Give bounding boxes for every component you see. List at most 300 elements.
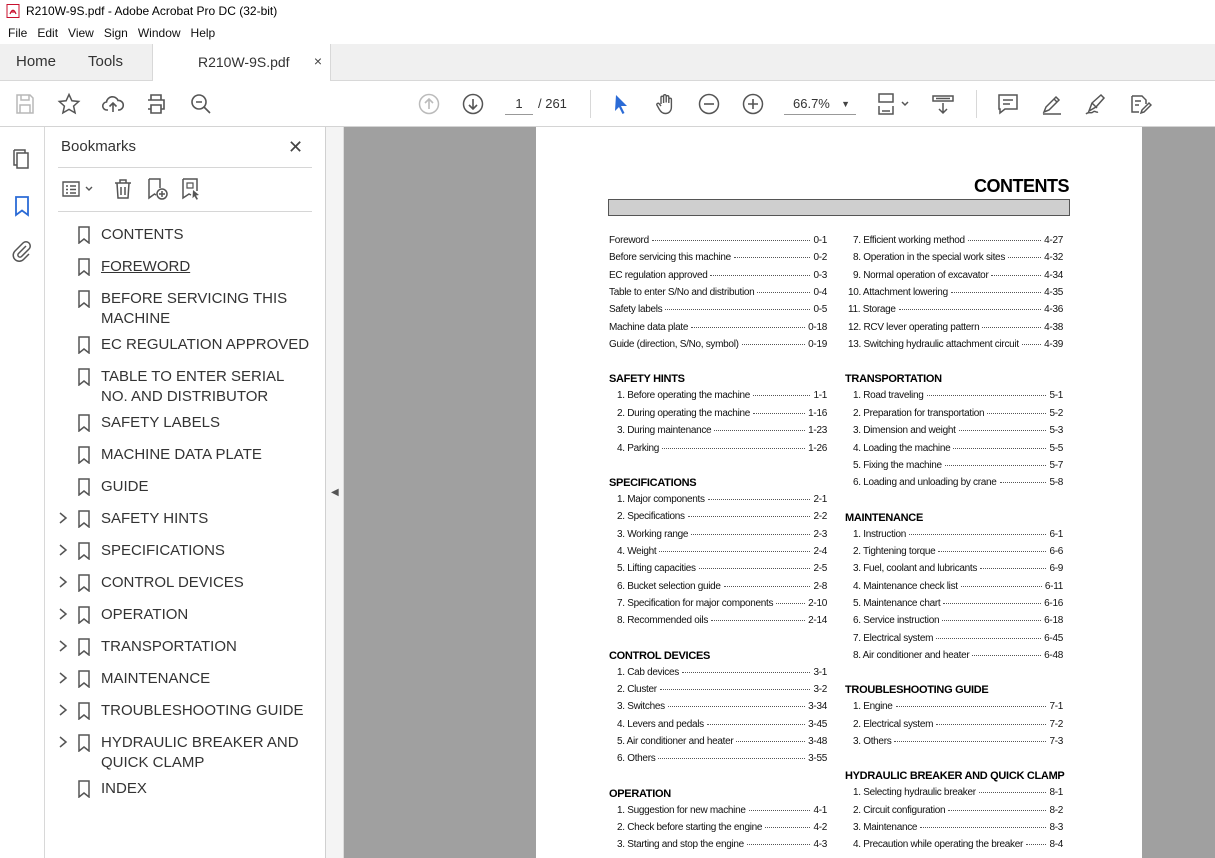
dot-leader — [753, 413, 805, 414]
toc-entry-title: Guide (direction, S/No, symbol) — [609, 339, 739, 351]
title-bar — [0, 0, 1215, 22]
toc-entry-page: 0-3 — [813, 269, 827, 281]
bookmark-icon — [77, 478, 91, 496]
toc-entry-title: 3. Maintenance — [853, 822, 918, 834]
bookmark-label: OPERATION — [101, 606, 189, 623]
expand-chevron-icon[interactable] — [57, 511, 69, 525]
toc-entry-page: 3-1 — [813, 666, 827, 678]
dot-leader — [734, 257, 811, 258]
bookmark-from-selection-icon[interactable] — [179, 177, 203, 201]
bookmark-icon — [77, 780, 91, 798]
expand-chevron-icon[interactable] — [57, 703, 69, 717]
expand-chevron-icon[interactable] — [57, 639, 69, 653]
toc-entry-title: 5. Fixing the machine — [853, 459, 942, 471]
toc-entry-page: 0-19 — [808, 339, 827, 351]
document-tab-label: R210W-9S.pdf — [198, 54, 290, 70]
dot-leader — [776, 603, 805, 604]
toc-entry[interactable] — [609, 287, 827, 301]
toc-entry-title: 8. Air conditioner and heater — [853, 650, 970, 661]
dot-leader — [691, 327, 805, 328]
dot-leader — [953, 448, 1046, 449]
dot-leader — [662, 448, 805, 449]
toc-entry[interactable] — [617, 615, 827, 629]
new-bookmark-icon[interactable] — [145, 177, 169, 201]
sign-icon[interactable] — [1084, 92, 1108, 116]
expand-chevron-icon[interactable] — [57, 671, 69, 685]
dot-leader — [710, 275, 810, 276]
zoom-in-icon[interactable] — [741, 92, 765, 116]
dot-leader — [968, 240, 1041, 241]
toc-section-heading: MAINTENANCE — [845, 511, 923, 524]
edit-pdf-icon[interactable] — [1128, 92, 1152, 116]
toc-entry-page: 4-32 — [1044, 252, 1063, 264]
options-menu-icon[interactable] — [61, 177, 95, 201]
bookmark-icon — [77, 336, 91, 354]
dot-leader — [668, 706, 805, 707]
toc-entry-page: 5-7 — [1049, 459, 1063, 471]
toc-entry-page: 0-18 — [808, 321, 827, 333]
close-tab-icon[interactable]: × — [313, 53, 322, 69]
toc-entry[interactable] — [853, 563, 1063, 577]
toc-entry[interactable] — [853, 425, 1063, 439]
toc-entry[interactable] — [617, 667, 827, 681]
toc-entry-page: 4-2 — [813, 822, 827, 834]
dot-leader — [936, 638, 1041, 639]
select-arrow-icon[interactable] — [609, 92, 633, 116]
bookmark-icon — [77, 670, 91, 688]
toc-entry[interactable] — [853, 719, 1063, 733]
dot-leader — [691, 534, 810, 535]
toc-entry-title: 7. Electrical system — [853, 632, 934, 644]
toc-entry-title: 2. Preparation for transportation — [853, 407, 985, 419]
toc-section-heading: TRANSPORTATION — [845, 373, 942, 386]
dot-leader — [961, 586, 1042, 587]
toc-entry[interactable] — [848, 339, 1063, 353]
toc-entry[interactable] — [853, 615, 1063, 629]
toc-entry-title: Safety labels — [609, 304, 663, 316]
toc-entry-page: 8-1 — [1049, 787, 1063, 799]
toc-entry[interactable] — [853, 650, 1063, 664]
toc-entry-page: 3-45 — [808, 718, 827, 730]
toc-entry[interactable] — [853, 443, 1063, 457]
page-thumbnails-icon[interactable] — [10, 147, 34, 171]
toc-entry-title: 4. Levers and pedals — [617, 718, 704, 730]
hand-icon[interactable] — [653, 92, 677, 116]
menu-bar — [0, 22, 1215, 44]
dot-leader — [959, 430, 1047, 431]
toc-entry[interactable] — [609, 235, 827, 249]
bookmark-label: SPECIFICATIONS — [101, 542, 225, 559]
dot-leader — [1022, 344, 1041, 345]
toc-entry-title: 6. Others — [617, 753, 656, 765]
bookmark-label: EC REGULATION APPROVED — [101, 336, 310, 353]
toc-entry[interactable] — [609, 339, 827, 353]
toc-entry-page: 1-23 — [808, 425, 827, 437]
close-icon[interactable]: ✕ — [288, 137, 304, 157]
dot-leader — [991, 275, 1041, 276]
toc-entry[interactable] — [853, 633, 1063, 647]
toc-entry-page: 2-1 — [813, 493, 827, 505]
toc-entry-page: 4-3 — [813, 839, 827, 851]
toc-entry-title: 2. Electrical system — [853, 718, 934, 730]
toc-entry-page: 7-1 — [1049, 701, 1063, 713]
toc-entry[interactable] — [853, 546, 1063, 560]
zoom-search-icon[interactable] — [189, 92, 213, 116]
toc-entry-page: 2-10 — [808, 597, 827, 609]
dot-leader — [658, 758, 805, 759]
dot-leader — [951, 292, 1041, 293]
toc-entry-page: 2-3 — [813, 528, 827, 540]
menu-file[interactable]: File — [8, 26, 28, 40]
toc-section-heading: TROUBLESHOOTING GUIDE — [845, 684, 989, 697]
toc-entry[interactable] — [617, 753, 827, 767]
dot-leader — [736, 741, 805, 742]
menu-window[interactable]: Window — [137, 26, 181, 40]
toc-entry-page: 5-2 — [1049, 407, 1063, 419]
dot-leader — [742, 344, 806, 345]
toc-entry[interactable] — [617, 511, 827, 525]
toc-entry-page: 6-6 — [1049, 545, 1063, 557]
toc-entry-title: 11. Storage — [848, 304, 896, 316]
toc-entry-page: 5-3 — [1049, 425, 1063, 437]
toc-entry-title: 3. Dimension and weight — [853, 425, 956, 437]
toc-entry-title: 4. Loading the machine — [853, 442, 951, 454]
toc-entry-page: 8-4 — [1049, 839, 1063, 851]
toc-entry-title: 12. RCV lever operating pattern — [848, 321, 980, 333]
toc-entry[interactable] — [617, 425, 827, 439]
toc-entry-title: EC regulation approved — [609, 269, 708, 281]
bookmark-icon — [77, 510, 91, 528]
toc-entry[interactable] — [617, 581, 827, 595]
dot-leader — [948, 810, 1046, 811]
toc-entry[interactable] — [617, 408, 827, 422]
toc-entry-title: Table to enter S/No and distribution — [609, 287, 755, 299]
dot-leader — [665, 309, 810, 310]
toc-entry-page: 1-16 — [808, 407, 827, 419]
toc-entry-page: 6-18 — [1044, 615, 1063, 627]
toc-entry[interactable] — [853, 701, 1063, 715]
zoom-level-select[interactable] — [784, 93, 856, 115]
toc-entry-title: 2. Check before starting the engine — [617, 822, 763, 834]
bookmark-label: MACHINE DATA PLATE — [101, 446, 262, 463]
toc-entry[interactable] — [853, 529, 1063, 543]
dot-leader — [980, 568, 1046, 569]
toc-entry[interactable] — [853, 408, 1063, 422]
toc-entry-page: 0-1 — [813, 235, 827, 246]
dot-leader — [714, 430, 805, 431]
bookmark-label: TABLE TO ENTER SERIAL NO. AND DISTRIBUTOR — [101, 368, 284, 405]
toc-entry[interactable] — [853, 270, 1063, 284]
toc-entry-title: 6. Loading and unloading by crane — [853, 477, 997, 489]
dot-leader — [707, 724, 805, 725]
document-viewport[interactable] — [344, 127, 1215, 858]
toc-entry-page: 5-5 — [1049, 442, 1063, 454]
heading-band — [608, 199, 1070, 216]
toc-entry-page: 4-35 — [1044, 287, 1063, 299]
toc-entry-title: 3. During maintenance — [617, 425, 712, 437]
toc-entry[interactable] — [617, 390, 827, 404]
toc-entry-title: 13. Switching hydraulic attachment circuit — [848, 339, 1019, 351]
bookmarks-toolbar — [59, 175, 319, 205]
toc-entry[interactable] — [617, 736, 827, 750]
toc-entry[interactable] — [609, 304, 827, 318]
dot-leader — [688, 516, 811, 517]
toc-entry[interactable] — [617, 563, 827, 577]
dot-leader — [749, 810, 811, 811]
dot-leader — [765, 827, 810, 828]
toc-entry[interactable] — [617, 822, 827, 836]
toc-entry-title: 1. Road traveling — [853, 390, 924, 402]
toc-entry[interactable] — [853, 235, 1063, 249]
toc-entry[interactable] — [853, 390, 1063, 404]
toc-entry-page: 6-9 — [1049, 563, 1063, 575]
toc-entry[interactable] — [853, 822, 1063, 836]
upload-icon[interactable] — [101, 92, 125, 116]
dot-leader — [711, 620, 805, 621]
toc-entry-title: 4. Maintenance check list — [853, 580, 958, 592]
dot-leader — [936, 724, 1046, 725]
toc-entry[interactable] — [853, 252, 1063, 266]
toc-entry[interactable] — [617, 443, 827, 457]
menu-view[interactable]: View — [68, 26, 94, 40]
collapse-panel-icon[interactable]: ◀ — [331, 487, 339, 498]
delete-icon[interactable] — [111, 177, 135, 201]
bookmarks-title: Bookmarks — [61, 138, 137, 155]
toc-entry-page: 2-2 — [813, 511, 827, 523]
toc-entry-page: 2-14 — [808, 615, 827, 627]
dot-leader — [753, 395, 810, 396]
toc-entry-title: 2. Cluster — [617, 684, 657, 695]
toc-entry[interactable] — [617, 839, 827, 853]
acrobat-logo-icon — [6, 4, 20, 18]
toc-entry[interactable] — [853, 805, 1063, 819]
chevron-down-icon: ▼ — [841, 99, 850, 109]
toc-entry-title: 1. Before operating the machine — [617, 390, 751, 402]
toc-entry-page: 5-1 — [1049, 390, 1063, 402]
toc-entry-page: 5-8 — [1049, 477, 1063, 489]
scroll-mode-icon[interactable] — [931, 92, 955, 116]
toc-entry[interactable] — [617, 701, 827, 715]
dot-leader — [938, 551, 1046, 552]
toc-entry[interactable] — [853, 839, 1063, 853]
panel-splitter[interactable] — [326, 127, 344, 858]
toc-entry[interactable] — [853, 477, 1063, 491]
bookmark-label: GUIDE — [101, 478, 149, 495]
bookmarks-icon[interactable] — [10, 194, 34, 218]
toc-entry-page: 2-8 — [813, 580, 827, 592]
dot-leader — [660, 689, 811, 690]
menu-sign[interactable]: Sign — [103, 26, 128, 40]
dot-leader — [987, 413, 1046, 414]
bookmark-label: INDEX — [101, 780, 147, 797]
toc-entry-page: 4-38 — [1044, 321, 1063, 333]
window-title: R210W-9S.pdf - Adobe Acrobat Pro DC (32-bit) — [26, 4, 278, 18]
expand-chevron-icon[interactable] — [57, 543, 69, 557]
bookmark-icon — [77, 290, 91, 308]
toc-entry[interactable] — [609, 270, 827, 284]
toolbar-divider — [976, 90, 977, 118]
tab-bar — [0, 44, 1215, 81]
toc-entry-title: 6. Service instruction — [853, 615, 940, 627]
toc-entry-page: 1-1 — [813, 390, 827, 402]
dot-leader — [659, 551, 810, 552]
toc-entry[interactable] — [617, 719, 827, 733]
bookmark-label: SAFETY HINTS — [101, 510, 209, 527]
page-number-input[interactable]: 1 — [505, 93, 533, 115]
menu-edit[interactable]: Edit — [37, 26, 59, 40]
toc-entry[interactable] — [617, 494, 827, 508]
toc-entry-title: 3. Working range — [617, 528, 689, 540]
toc-entry[interactable] — [848, 322, 1063, 336]
expand-chevron-icon[interactable] — [57, 607, 69, 621]
toc-entry[interactable] — [617, 684, 827, 698]
tab-tools[interactable]: Tools — [88, 53, 124, 70]
dot-leader — [894, 741, 1046, 742]
bookmark-label: SAFETY LABELS — [101, 414, 220, 431]
toc-entry-title: 1. Selecting hydraulic breaker — [853, 787, 976, 799]
toc-entry[interactable] — [617, 529, 827, 543]
toc-entry[interactable] — [853, 460, 1063, 474]
bookmark-icon — [77, 606, 91, 624]
toc-entry-title: 2. Circuit configuration — [853, 804, 946, 816]
toc-entry-title: 5. Air conditioner and heater — [617, 736, 734, 748]
bookmark-icon — [77, 226, 91, 244]
toc-section-heading: OPERATION — [609, 787, 671, 800]
toc-entry[interactable] — [853, 598, 1063, 612]
dot-leader — [724, 586, 811, 587]
toc-entry[interactable] — [848, 287, 1063, 301]
bookmark-label: TRANSPORTATION — [101, 638, 237, 655]
toc-entry-title: 2. Specifications — [617, 511, 685, 523]
dot-leader — [982, 327, 1041, 328]
tab-document[interactable] — [152, 44, 331, 81]
toc-entry-title: 1. Cab devices — [617, 666, 679, 678]
toc-entry-title: 2. During operating the machine — [617, 407, 751, 419]
toc-entry-page: 6-1 — [1049, 528, 1063, 540]
toc-entry-page: 3-48 — [808, 736, 827, 748]
bookmark-label: HYDRAULIC BREAKER AND QUICK CLAMP — [101, 734, 299, 771]
bookmark-icon — [77, 574, 91, 592]
expand-chevron-icon[interactable] — [57, 735, 69, 749]
dot-leader — [909, 534, 1046, 535]
toc-entry-page: 4-27 — [1044, 235, 1063, 246]
page-down-icon[interactable] — [461, 92, 485, 116]
star-icon[interactable] — [57, 92, 81, 116]
bookmark-label: CONTROL DEVICES — [101, 574, 244, 591]
dot-leader — [682, 672, 810, 673]
dot-leader — [979, 792, 1047, 793]
tab-home[interactable]: Home — [16, 53, 57, 70]
bookmark-icon — [77, 414, 91, 432]
page-up-icon[interactable] — [417, 92, 441, 116]
fit-page-icon[interactable] — [876, 92, 912, 116]
toc-entry-page: 0-4 — [813, 287, 827, 299]
toc-entry-title: 1. Suggestion for new machine — [617, 804, 746, 816]
toc-entry[interactable] — [609, 322, 827, 336]
toc-entry-page: 2-5 — [813, 563, 827, 575]
bookmarks-panel — [45, 127, 326, 858]
left-navigation-rail — [0, 127, 45, 858]
toc-entry-page: 4-1 — [813, 804, 827, 816]
toc-entry[interactable] — [609, 252, 827, 266]
toc-entry[interactable] — [853, 787, 1063, 801]
toc-entry-page: 8-3 — [1049, 822, 1063, 834]
toc-entry-page: 3-55 — [808, 753, 827, 765]
dot-leader — [708, 499, 811, 500]
toc-entry[interactable] — [853, 581, 1063, 595]
dot-leader — [920, 827, 1046, 828]
print-icon[interactable] — [144, 92, 168, 116]
toc-entry-page: 3-34 — [808, 701, 827, 713]
toc-entry-title: Foreword — [609, 235, 649, 246]
toc-entry-title: 7. Efficient working method — [853, 235, 965, 246]
toc-entry[interactable] — [617, 598, 827, 612]
attachments-icon[interactable] — [10, 239, 34, 263]
menu-help[interactable]: Help — [190, 26, 216, 40]
toc-entry-title: 10. Attachment lowering — [848, 287, 948, 299]
toc-entry-page: 6-45 — [1044, 632, 1063, 644]
toc-entry-title: 3. Starting and stop the engine — [617, 839, 744, 851]
bookmark-icon — [77, 368, 91, 386]
toc-entry[interactable] — [617, 805, 827, 819]
toc-entry-title: 5. Maintenance chart — [853, 597, 941, 609]
toc-entry-title: 1. Major components — [617, 493, 705, 505]
toc-section-heading: HYDRAULIC BREAKER AND QUICK CLAMP — [845, 770, 1065, 783]
toc-entry-title: 5. Lifting capacities — [617, 563, 696, 575]
save-icon[interactable] — [13, 92, 37, 116]
toc-entry-title: 4. Parking — [617, 442, 660, 454]
zoom-out-icon[interactable] — [697, 92, 721, 116]
dot-leader — [942, 620, 1041, 621]
toc-entry-page: 6-11 — [1044, 580, 1063, 592]
dot-leader — [945, 465, 1047, 466]
page-total: / 261 — [538, 96, 567, 111]
toc-entry-title: 8. Recommended oils — [617, 615, 709, 627]
bookmark-icon — [77, 638, 91, 656]
toc-entry-page: 4-39 — [1044, 339, 1063, 351]
toc-entry[interactable] — [848, 304, 1063, 318]
bookmark-label: MAINTENANCE — [101, 670, 211, 687]
bookmark-icon — [77, 446, 91, 464]
dot-leader — [1008, 257, 1041, 258]
highlight-icon[interactable] — [1040, 92, 1064, 116]
dot-leader — [1000, 482, 1047, 483]
dot-leader — [899, 309, 1042, 310]
toc-entry-title: 7. Specification for major components — [617, 597, 774, 609]
expand-chevron-icon[interactable] — [57, 575, 69, 589]
dot-leader — [927, 395, 1047, 396]
bookmark-icon — [77, 258, 91, 276]
toc-entry-title: Before servicing this machine — [609, 252, 731, 264]
toc-entry-page: 6-16 — [1044, 597, 1063, 609]
toc-entry-page: 0-5 — [813, 304, 827, 316]
toc-entry-page: 6-48 — [1044, 650, 1063, 661]
comment-icon[interactable] — [996, 92, 1020, 116]
toc-entry[interactable] — [617, 546, 827, 560]
toc-section-heading: SAFETY HINTS — [609, 373, 685, 386]
toc-entry-page: 2-4 — [813, 545, 827, 557]
toc-entry[interactable] — [853, 736, 1063, 750]
divider — [58, 211, 312, 212]
bookmark-icon — [77, 542, 91, 560]
toc-entry-title: 3. Switches — [617, 701, 665, 713]
bookmark-label: TROUBLESHOOTING GUIDE — [101, 702, 304, 719]
toc-entry-title: 4. Weight — [617, 545, 657, 557]
toc-entry-page: 0-2 — [813, 252, 827, 264]
toc-entry-title: 1. Instruction — [853, 528, 907, 540]
dot-leader — [972, 655, 1041, 656]
toc-entry-title: 1. Engine — [853, 701, 893, 713]
